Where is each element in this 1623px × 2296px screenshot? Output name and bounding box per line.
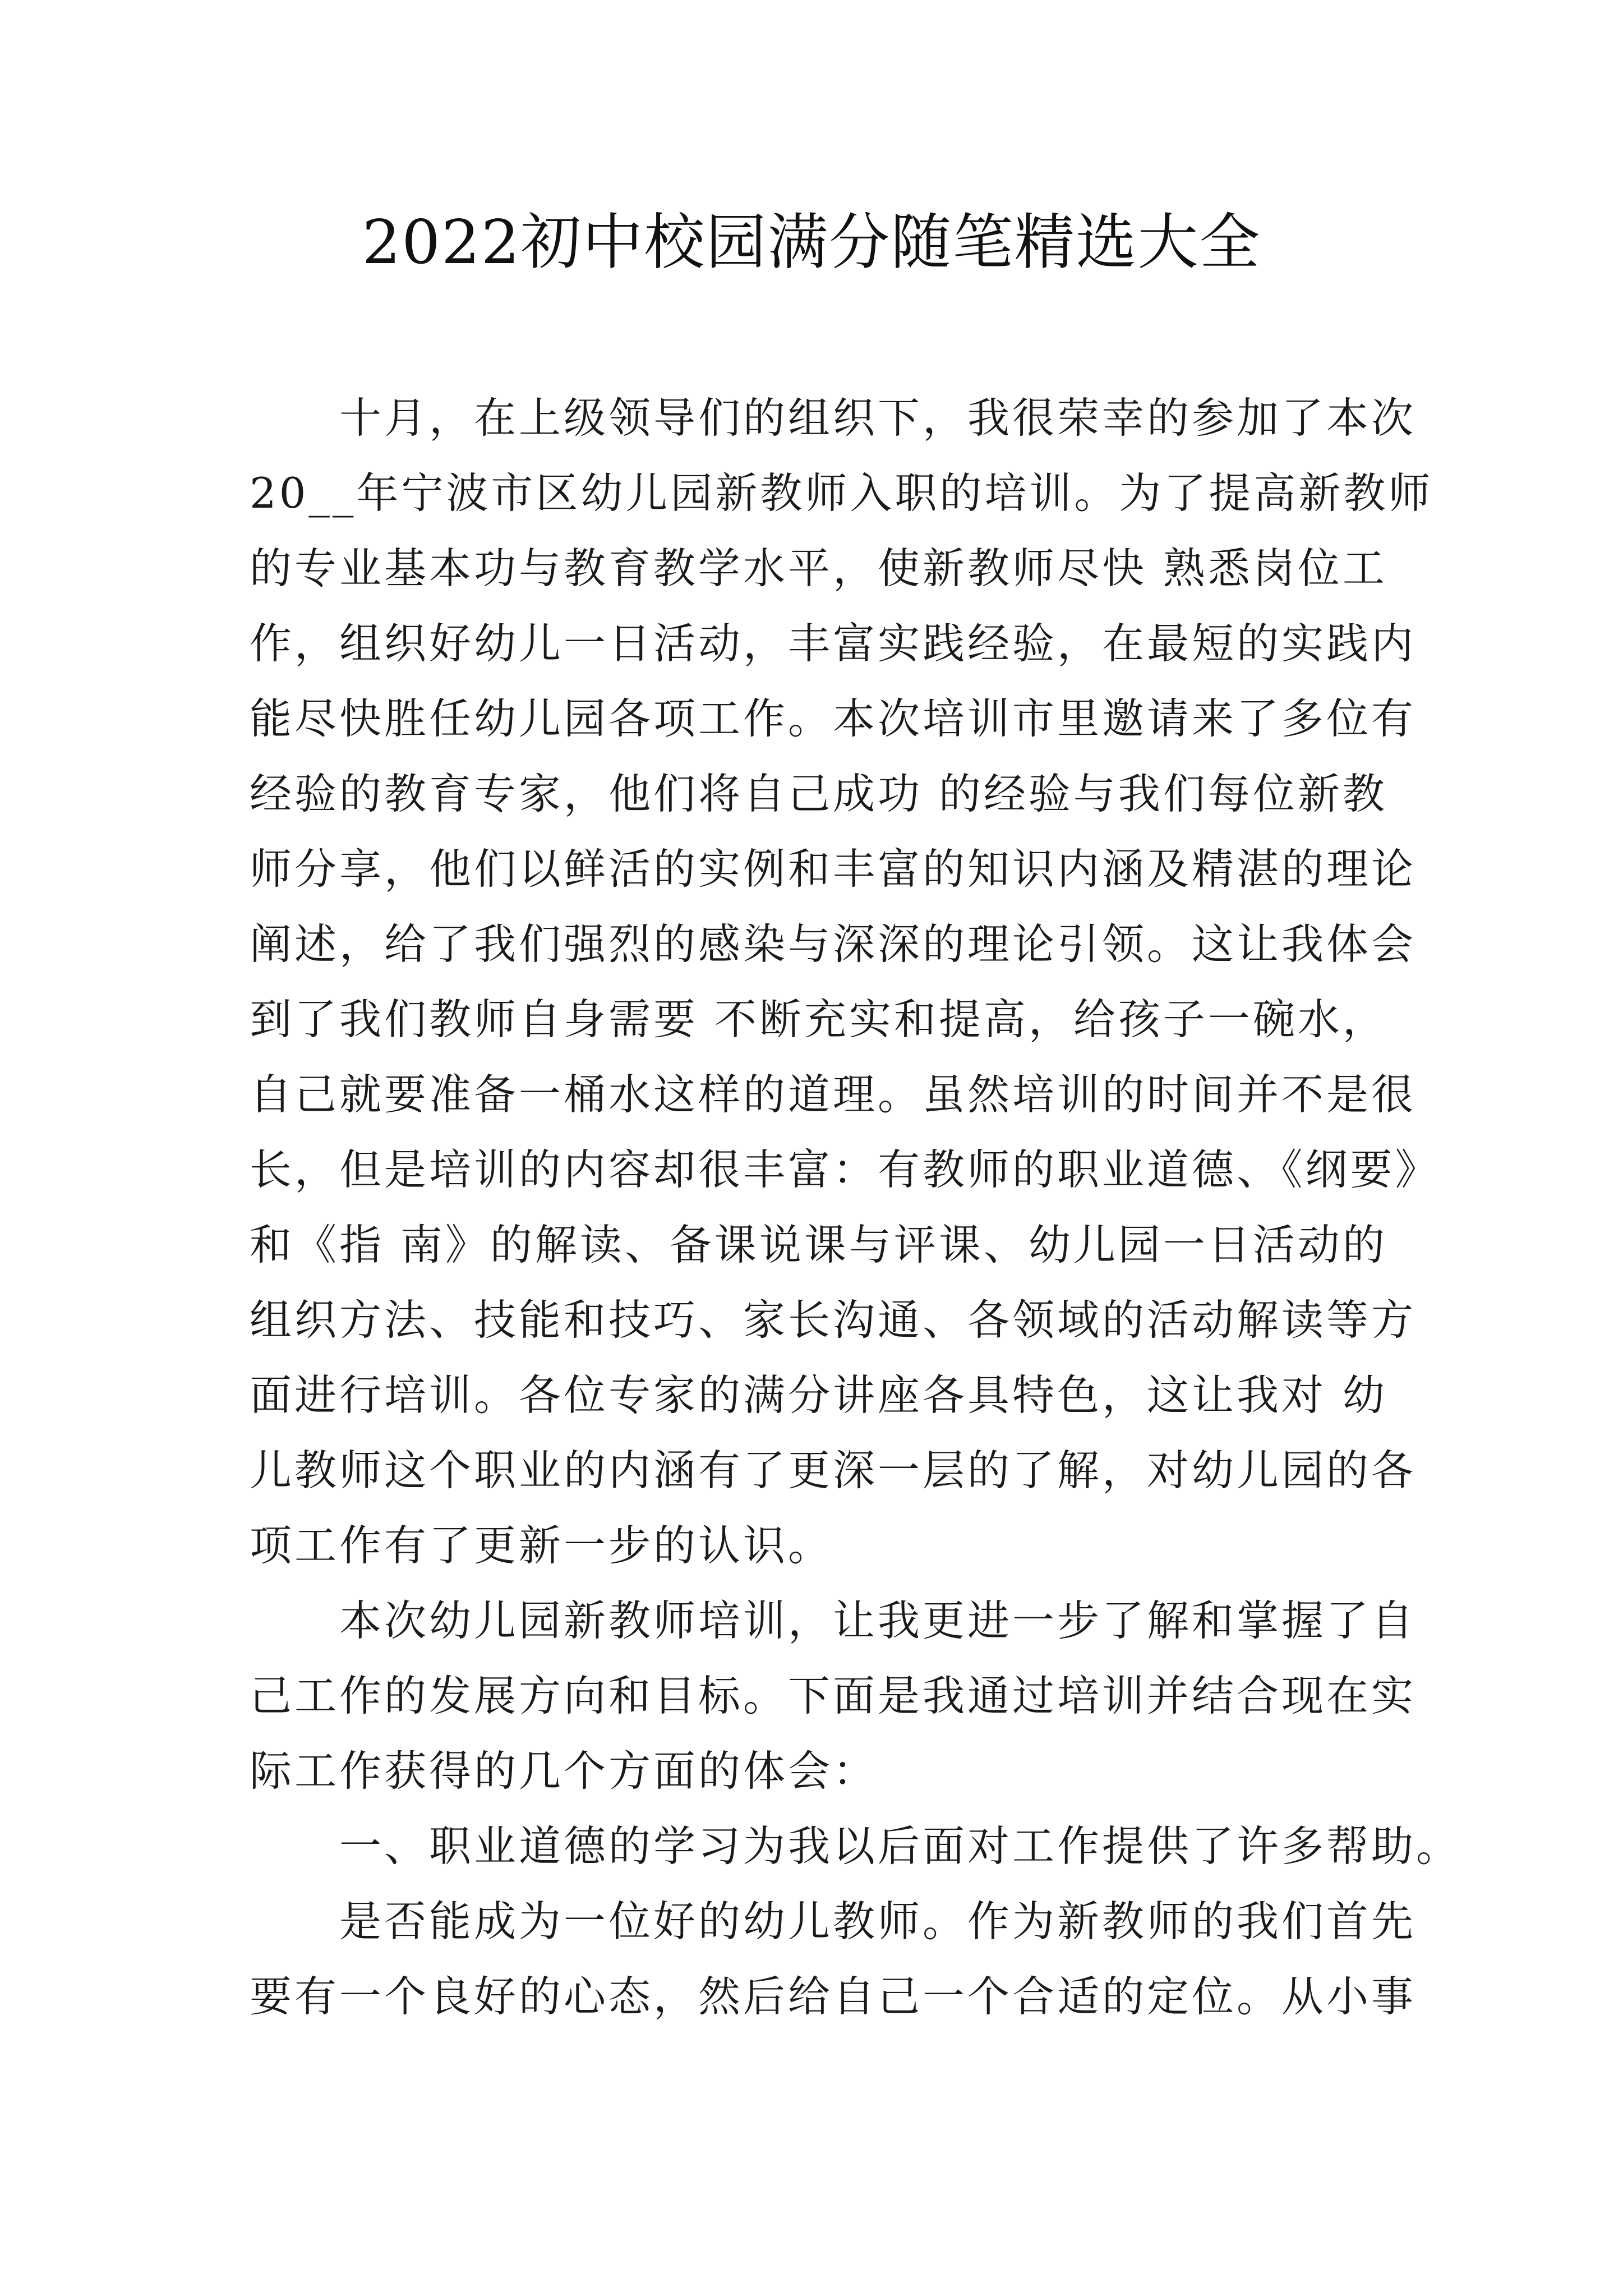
body-line: 一、职业道德的学习为我以后面对工作提供了许多帮助。 [339, 1821, 1461, 1871]
body-line: 和《指 南》的解读、备课说课与评课、幼儿园一日活动的 [250, 1220, 1387, 1269]
body-line: 儿教师这个职业的内涵有了更深一层的了解，对幼儿园的各 [250, 1446, 1417, 1495]
body-line: 组织方法、技能和技巧、家长沟通、各领域的活动解读等方 [250, 1295, 1417, 1345]
body-line: 的专业基本功与教育教学水平，使新教师尽快 熟悉岗位工 [250, 544, 1387, 593]
body-line: 面进行培训。各位专家的满分讲座各具特色，这让我对 幼 [250, 1370, 1387, 1420]
document-title: 2022初中校园满分随笔精选大全 [362, 208, 1261, 278]
body-line: 际工作获得的几个方面的体会： [250, 1746, 878, 1796]
document-body [250, 380, 1461, 2034]
body-line: 经验的教育专家，他们将自己成功 的经验与我们每位新教 [250, 769, 1387, 818]
body-line: 十月，在上级领导们的组织下，我很荣幸的参加了本次 [339, 393, 1417, 443]
body-line: 己工作的发展方向和目标。下面是我通过培训并结合现在实 [250, 1671, 1417, 1720]
body-line: 长，但是培训的内容却很丰富：有教师的职业道德、《纲要》 [250, 1145, 1440, 1194]
body-line: 是否能成为一位好的幼儿教师。作为新教师的我们首先 [339, 1897, 1417, 1946]
body-line: 师分享，他们以鲜活的实例和丰富的知识内涵及精湛的理论 [250, 844, 1417, 894]
body-line: 20__年宁波市区幼儿园新教师入职的培训。为了提高新教师 [250, 468, 1433, 518]
body-line: 本次幼儿园新教师培训，让我更进一步了解和掌握了自 [339, 1596, 1417, 1645]
body-line: 能尽快胜任幼儿园各项工作。本次培训市里邀请来了多位有 [250, 694, 1417, 743]
body-line: 作，组织好幼儿一日活动，丰富实践经验，在最短的实践内 [250, 619, 1417, 668]
body-line: 项工作有了更新一步的认识。 [250, 1521, 833, 1570]
body-line: 阐述，给了我们强烈的感染与深深的理论引领。这让我体会 [250, 919, 1417, 969]
body-line: 到了我们教师自身需要 不断充实和提高，给孩子一碗水， [250, 995, 1387, 1044]
body-line: 要有一个良好的心态，然后给自己一个合适的定位。从小事 [250, 1972, 1417, 2021]
body-line: 自己就要准备一桶水这样的道理。虽然培训的时间并不是很 [250, 1070, 1417, 1119]
